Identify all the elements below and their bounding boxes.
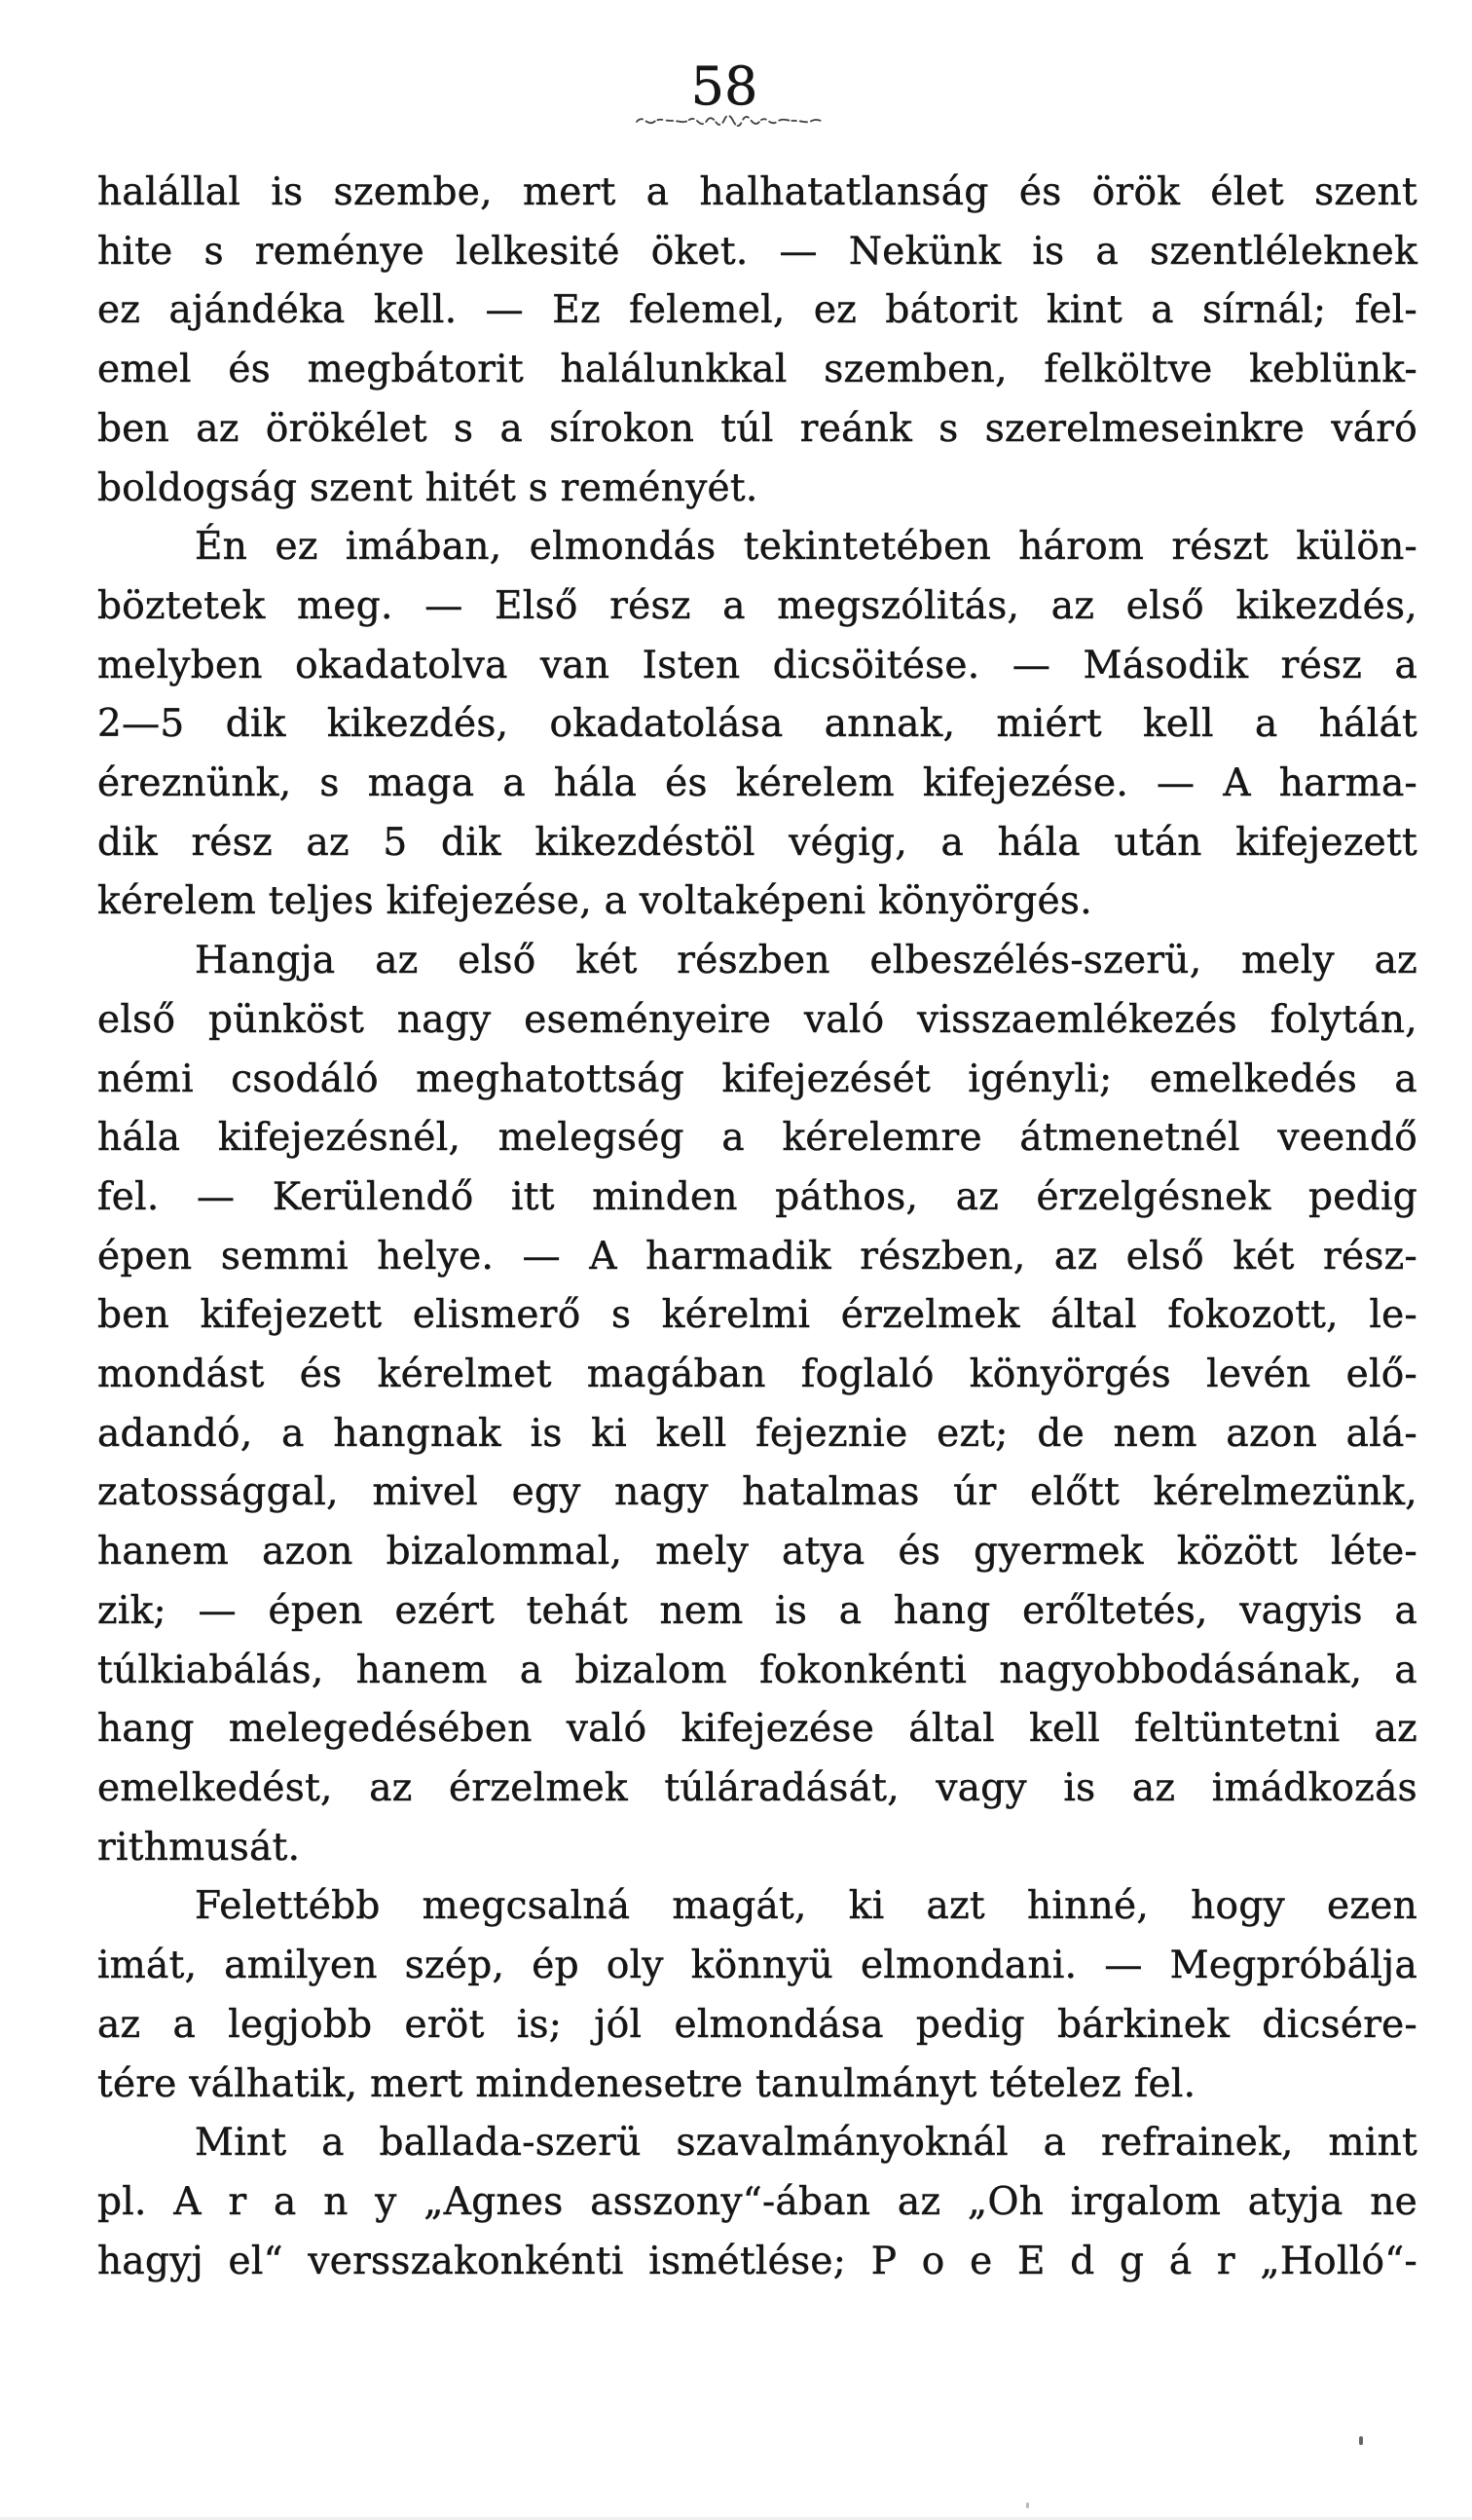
text-line: 2—5 dik kikezdés, okadatolása annak, miért kell a hálát: [97, 702, 1417, 747]
text-line: hanem azon bizalommal, mely atya és gyermek között léte-: [97, 1530, 1417, 1575]
text-line: zatossággal, mivel egy nagy hatalmas úr előtt kérelmezünk,: [97, 1470, 1417, 1515]
page-number: 58: [690, 56, 758, 117]
text-block: [97, 164, 1417, 2291]
text-line: ben kifejezett elismerő s kérelmi érzelmek által fokozott, le-: [97, 1293, 1417, 1338]
text-line: zik; — épen ezért tehát nem is a hang erőltetés, vagyis a: [97, 1588, 1417, 1633]
text-line: boldogság szent hitét s reményét.: [97, 465, 758, 510]
text-line: első pünköst nagy eseményeire való visszaemlékezés folytán,: [97, 997, 1417, 1042]
text-line: dik rész az 5 dik kikezdéstöl végig, a hála után kifejezett: [97, 820, 1417, 865]
text-line: hála kifejezésnél, melegség a kérelemre átmenetnél veendő: [97, 1116, 1417, 1161]
text-line: emel és megbátorit halálunkkal szemben, felköltve keblünk-: [97, 348, 1417, 392]
text-line: épen semmi helye. — A harmadik részben, az első két rész-: [97, 1234, 1417, 1279]
text-line: az a legjobb eröt is; jól elmondása pedig bárkinek dicsére-: [97, 2002, 1417, 2047]
text-line: hite s reménye lelkesité öket. — Nekünk is a szentléleknek: [97, 229, 1417, 274]
text-line: melyben okadatolva van Isten dicsöitése. — Második rész a: [97, 643, 1417, 687]
text-line: rithmusát.: [97, 1825, 301, 1870]
text-line: Hangja az első két részben elbeszélés-szerü, mely az: [195, 939, 1417, 983]
scan-speck: [1359, 2436, 1363, 2445]
text-line: éreznünk, s maga a hála és kérelem kifejezése. — A harma-: [97, 761, 1417, 806]
text-line: emelkedést, az érzelmek túláradását, vagy is az imádkozás: [97, 1765, 1417, 1810]
scan-speck: [1026, 2502, 1029, 2508]
text-line: Én ez imában, elmondás tekintetében három részt külön-: [195, 525, 1417, 570]
text-line: imát, amilyen szép, ép oly könnyü elmondani. — Megpróbálja: [97, 1944, 1417, 1988]
text-line: mondást és kérelmet magában foglaló könyörgés levén elő-: [97, 1353, 1417, 1397]
text-line: adandó, a hangnak is ki kell fejeznie ezt; de nem azon alá-: [97, 1411, 1417, 1456]
text-line: hang melegedésében való kifejezése által kell feltüntetni az: [97, 1707, 1417, 1752]
text-line: némi csodáló meghatottság kifejezését igényli; emelkedés a: [97, 1056, 1417, 1101]
text-line: hagyj el“ versszakonkénti ismétlése; P o e E d g á r „Holló“-: [97, 2239, 1417, 2283]
text-line: ez ajándéka kell. — Ez felemel, ez bátorit kint a sírnál; fel-: [97, 288, 1417, 333]
text-line: fel. — Kerülendő itt minden páthos, az érzelgésnek pedig: [97, 1174, 1417, 1219]
text-line: ben az örökélet s a sírokon túl reánk s szerelmeseinkre váró: [97, 406, 1417, 451]
text-line: halállal is szembe, mert a halhatatlanság és örök élet szent: [97, 170, 1417, 214]
text-line: pl. A r a n y „Agnes asszony“-ában az „Oh irgalom atyja ne: [97, 2179, 1417, 2224]
text-line: Felettébb megcsalná magát, ki azt hinné, hogy ezen: [195, 1884, 1417, 1929]
text-line: böztetek meg. — Első rész a megszólitás, az első kikezdés,: [97, 583, 1417, 628]
ornament-squiggle-rule: [635, 115, 831, 127]
text-line: tére válhatik, mert mindenesetre tanulmányt tételez fel.: [97, 2061, 1196, 2106]
text-line: túlkiabálás, hanem a bizalom fokonkénti nagyobbodásának, a: [97, 1648, 1417, 1692]
text-line: kérelem teljes kifejezése, a voltaképeni könyörgés.: [97, 879, 1092, 924]
text-line: Mint a ballada-szerü szavalmányoknál a refrainek, mint: [195, 2121, 1417, 2166]
